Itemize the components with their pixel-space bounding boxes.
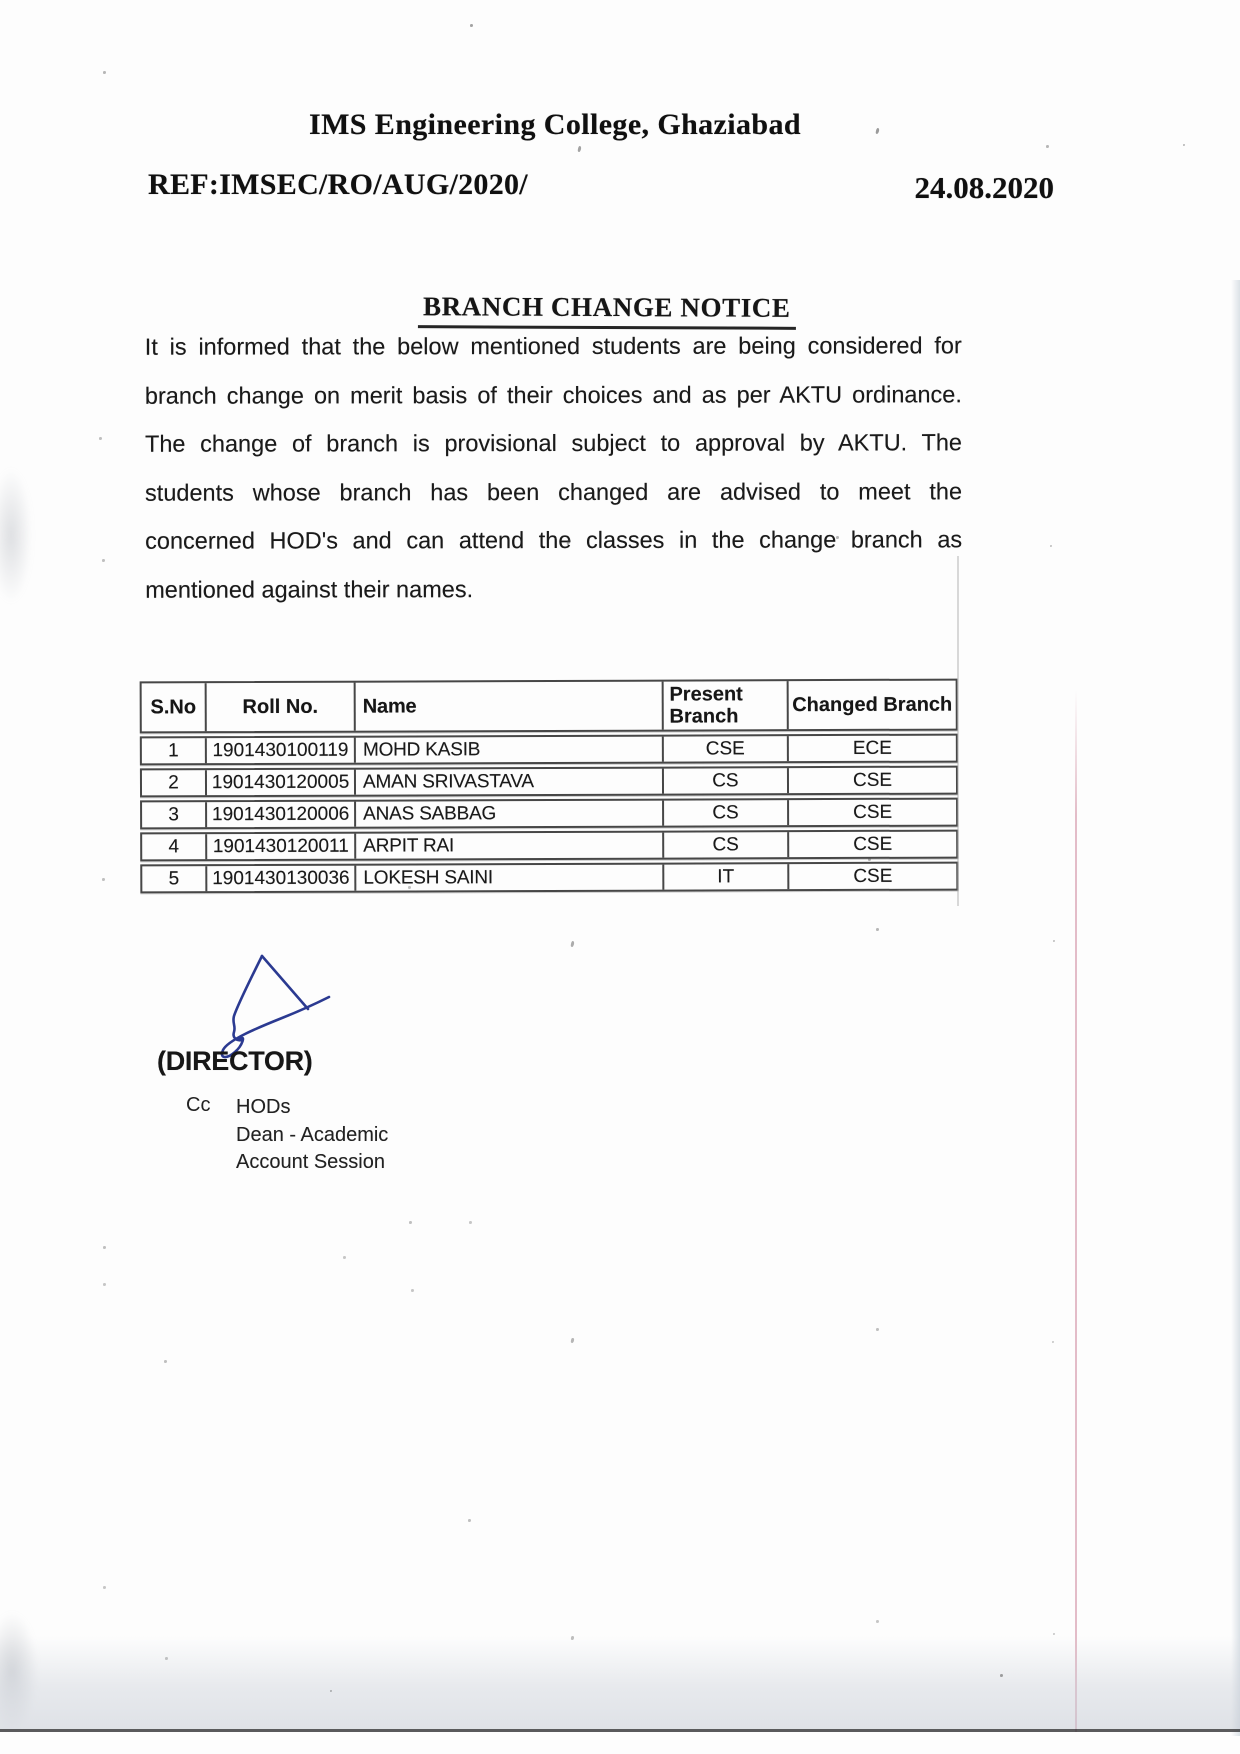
- scan-speck: [103, 1246, 106, 1249]
- cell-present-branch: CS: [664, 832, 789, 857]
- cc-label: Cc: [186, 1094, 211, 1116]
- cc-item: Dean - Academic: [236, 1123, 389, 1146]
- table-header-row: [140, 679, 958, 734]
- cell-present-branch: CS: [664, 768, 789, 793]
- table-row: [140, 766, 958, 798]
- cc-item: Account Session: [236, 1151, 385, 1173]
- cell-changed-branch: CSE: [853, 865, 893, 887]
- header-cell-sno: S.No: [142, 683, 207, 731]
- scan-speck: [470, 24, 473, 27]
- scan-speck: [411, 1289, 414, 1292]
- students-table: [140, 679, 959, 897]
- cc-list: [236, 1094, 388, 1177]
- notice-date: 24.08.2020: [914, 170, 1054, 205]
- scan-speck: [571, 941, 575, 947]
- body-line: branch change on merit basis of their choices and as per AKTU ordinance.: [144, 380, 962, 409]
- cell-name: ANAS SABBAG: [356, 801, 664, 827]
- body-line: It is informed that the below mentioned students are being considered for: [144, 332, 962, 360]
- cell-roll: 1901430120011: [207, 834, 356, 860]
- reference-number: REF:IMSEC/RO/AUG/2020/: [148, 168, 528, 201]
- scan-edge-band: [1231, 280, 1240, 1736]
- scan-speck: [1053, 1633, 1055, 1635]
- scan-speck: [469, 1221, 472, 1224]
- scan-line-artifact: [1075, 690, 1077, 1732]
- scan-speck: [343, 1256, 346, 1259]
- cell-changed-branch: CSE: [853, 801, 893, 823]
- cell-name: ARPIT RAI: [356, 833, 664, 859]
- cc-item: HODs: [236, 1096, 291, 1118]
- cell-sno: 5: [142, 866, 207, 891]
- scan-speck: [99, 437, 102, 440]
- scan-speck: [578, 146, 582, 152]
- scan-line-artifact: [957, 556, 959, 906]
- cell-present-branch: CSE: [664, 736, 789, 761]
- cell-sno: 3: [142, 802, 207, 827]
- table-row: [140, 734, 958, 766]
- scan-speck: [409, 1221, 412, 1224]
- scan-speck: [164, 1360, 167, 1363]
- scan-bottom-line: [0, 1729, 1240, 1732]
- cell-changed-branch: CSE: [852, 769, 893, 791]
- scan-speck: [876, 928, 879, 931]
- body-line: concerned HOD's and can attend the classes in the change branch as: [145, 526, 963, 554]
- scan-speck: [876, 1620, 879, 1623]
- cell-present-branch: IT: [664, 864, 789, 889]
- cell-roll: 1901430120006: [207, 802, 356, 828]
- body-line: mentioned against their names.: [145, 575, 474, 603]
- cell-sno: 2: [142, 770, 207, 795]
- body-line: students whose branch has been changed are advised to meet the: [145, 477, 963, 506]
- college-name: IMS Engineering College, Ghaziabad: [309, 108, 801, 141]
- body-line: The change of branch is provisional subject to approval by AKTU. The: [144, 429, 962, 457]
- scan-speck: [103, 71, 106, 74]
- scan-speck: [1183, 144, 1185, 146]
- scan-speck: [1046, 145, 1049, 148]
- cell-roll: 1901430120005: [207, 770, 356, 796]
- cell-sno: 4: [142, 834, 207, 859]
- scan-speck: [102, 559, 105, 562]
- cell-roll: 1901430100119: [207, 738, 356, 764]
- header-cell-changed-branch: Changed Branch: [792, 693, 953, 716]
- scan-speck: [102, 878, 105, 881]
- cell-changed-branch: ECE: [852, 737, 892, 759]
- scan-speck: [103, 1586, 106, 1589]
- director-label: (DIRECTOR): [157, 1046, 313, 1076]
- cell-changed-branch: CSE: [853, 833, 893, 855]
- cell-name: AMAN SRIVASTAVA: [356, 769, 664, 795]
- table-row: [140, 862, 958, 894]
- cell-name: LOKESH SAINI: [356, 865, 664, 891]
- cell-name: MOHD KASIB: [356, 737, 664, 763]
- header-cell-present-branch: Present Branch: [663, 681, 789, 729]
- scan-speck: [1052, 1341, 1054, 1343]
- header-cell-name: Name: [356, 682, 664, 731]
- table-row: [140, 830, 958, 862]
- header-cell-roll: Roll No.: [207, 683, 356, 732]
- scan-speck: [571, 1338, 575, 1343]
- cell-present-branch: CS: [664, 800, 789, 825]
- scan-speck: [1053, 940, 1055, 942]
- scan-speck: [103, 1283, 106, 1286]
- scan-bottom-shadow: [0, 1636, 1240, 1729]
- scan-speck: [468, 1519, 471, 1522]
- cell-roll: 1901430130036: [207, 866, 356, 892]
- table-row: [140, 798, 958, 830]
- scan-smudge: [0, 468, 32, 603]
- cell-sno: 1: [142, 738, 207, 763]
- scan-speck: [876, 1328, 879, 1331]
- notice-title: BRANCH CHANGE NOTICE: [418, 291, 796, 330]
- scan-speck: [1050, 545, 1052, 547]
- notice-body: [145, 321, 963, 613]
